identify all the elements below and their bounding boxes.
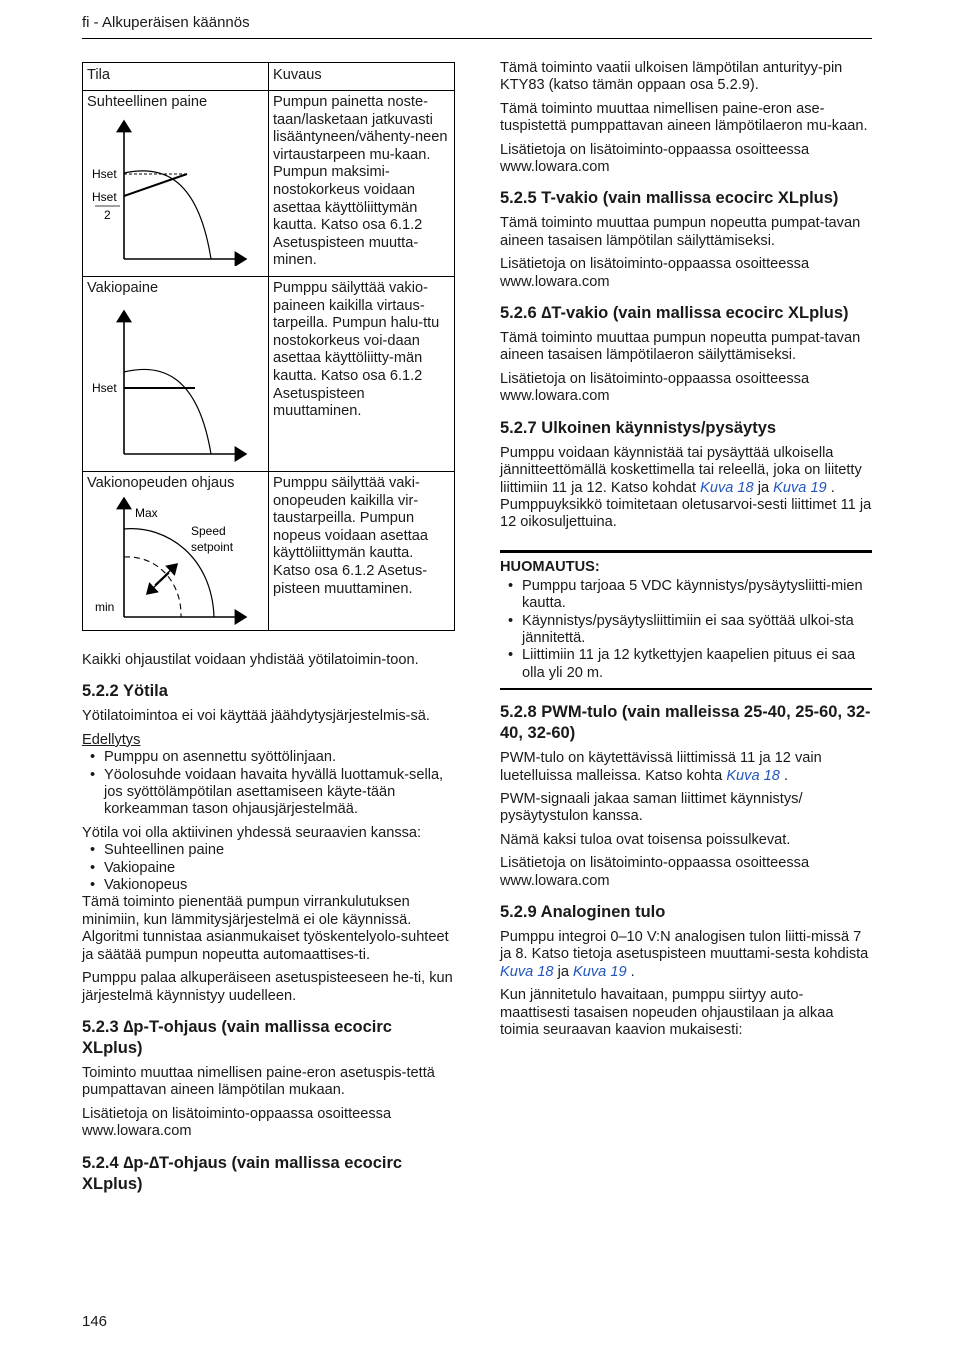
right-column — [500, 60, 872, 1039]
constant-pressure-diagram — [87, 302, 265, 462]
max-label: Max — [135, 505, 158, 520]
paragraph: Tämä toiminto muuttaa pumpun nopeutta pumpat-tavan aineen tasaisen lämpötilan säilyttämiseksi. — [500, 215, 861, 249]
paragraph: Tämä toiminto pienentää pumpun virrankulutuksen minimiin, kun lämmitysjärjestelmä ei ole käynnissä. Algoritmi tunnistaa asianmukaiset työskentelyolo-suhteet ja säätää pumpun nopeutta automaattises-ti. — [82, 894, 449, 963]
pump-curve — [124, 170, 211, 258]
paragraph: PWM-signaali jakaa saman liittimet käynnistys/ pysäytystulon kanssa. — [500, 790, 803, 825]
column-header-tila: Tila — [83, 63, 269, 91]
section-5-2-3-heading: 5.2.3 ∆p-T-ohjaus (vain mallissa ecocirc XLplus) — [82, 1017, 392, 1057]
list-item: • Yöolosuhde voidaan havaita hyvällä luottamuk-sella, jos syöttölämpötilan asettamiseen käyte-tään korkeamman tason ohjausjärjestelmää. — [82, 767, 455, 819]
paragraph — [500, 445, 872, 532]
paragraph: Pumppu palaa alkuperäiseen asetuspisteeseen he-ti, kun järjestelmä käynnistyy uudelleen. — [82, 970, 453, 1004]
note-top-rule — [500, 550, 872, 553]
paragraph: Tämä toiminto muuttaa nimellisen paine-eron ase-tuspistettä pumppattavan aineen lämpötilaeron mu-kaan. — [500, 100, 868, 135]
proportional-pressure-diagram — [87, 116, 265, 266]
figure-link-kuva-18[interactable]: Kuva 18 — [700, 479, 754, 496]
note-box — [500, 550, 872, 690]
table-header-row — [83, 63, 455, 91]
page-number: 146 — [82, 1313, 108, 1330]
hset-label: Hset — [92, 166, 117, 181]
control-modes-table — [82, 62, 455, 631]
hset-label: Hset — [92, 380, 117, 395]
note-bottom-rule — [500, 688, 872, 690]
section-5-2-9-heading: 5.2.9 Analoginen tulo — [500, 903, 666, 921]
figure-link-kuva-18[interactable]: Kuva 18 — [500, 963, 554, 980]
header-rule — [82, 38, 872, 39]
list-item: • Suhteellinen paine — [82, 842, 455, 859]
paragraph: Lisätietoja on lisätoiminto-oppaassa osoitteessa www.lowara.com — [500, 370, 810, 405]
setpoint-curve — [124, 556, 181, 616]
section-5-2-5-heading: 5.2.5 T-vakio (vain mallissa ecocirc XLplus) — [500, 189, 839, 208]
text-run: PWM-tulo on käytettävissä liittimissä 11 ja 12 vain luetelluissa malleissa. Katso kohta — [500, 750, 822, 784]
speed-up-arrow — [155, 567, 174, 585]
mode-name: Vakionopeuden ohjaus — [87, 475, 235, 491]
paragraph: Tämä toiminto muuttaa pumpun nopeutta pumpat-tavan aineen tasaisen lämpötilaeron säilyttämiseksi. — [500, 330, 861, 364]
hset-half-label: Hset — [92, 189, 117, 204]
mode-cell — [83, 277, 269, 472]
left-column — [82, 652, 455, 1195]
table-row — [83, 472, 455, 631]
note-list — [500, 578, 872, 682]
constant-speed-diagram — [87, 497, 265, 627]
list-item: • Vakiopaine — [82, 860, 455, 877]
figure-link-kuva-18[interactable]: Kuva 18 — [726, 767, 780, 784]
text-run: Pumppu voidaan käynnistää tai pysäyttää ulkoisella jännitteettömällä koskettimella tai releellä, joka on liitetty liittimiin 11 ja 12. Katso kohdat — [500, 444, 862, 496]
column-header-kuvaus: Kuvaus — [269, 63, 455, 91]
list-item: • Pumppu tarjoaa 5 VDC käynnistys/pysäytysliitti-mien kautta. — [500, 578, 872, 613]
text-run: ja — [753, 479, 774, 496]
setpoint-label: setpoint — [191, 539, 234, 554]
paragraph: Lisätietoja on lisätoiminto-oppaassa osoitteessa www.lowara.com — [500, 855, 810, 889]
list-item: • Pumppu on asennettu syöttölinjaan. — [82, 749, 455, 766]
table-row — [83, 91, 455, 277]
paragraph: Yötilatoimintoa ei voi käyttää jäähdytysjärjestelmis-sä. — [82, 708, 430, 725]
mode-name: Suhteellinen paine — [87, 94, 208, 110]
mode-list — [82, 842, 455, 894]
paragraph: Lisätietoja on lisätoiminto-oppaassa osoitteessa www.lowara.com — [500, 141, 810, 176]
mode-description: Pumppu säilyttää vaki-onopeuden kaikilla vir-taustarpeilla. Pumpun nopeus voidaan asettaa käyttöliittymän kautta. Katso osa 6.1.2 Asetus-pisteen muuttaminen. — [269, 472, 455, 631]
table-row — [83, 277, 455, 472]
section-5-2-6-heading: 5.2.6 ∆T-vakio (vain mallissa ecocirc XLplus) — [500, 304, 849, 323]
paragraph — [500, 750, 872, 785]
hset-half-denominator: 2 — [104, 207, 111, 222]
mode-description: Pumppu säilyttää vakio-paineen kaikilla virtaus-tarpeilla. Pumpun halu-ttu nostokorkeus voi-daan asettaa käyttöliitty-män kautta. Katso osa 6.1.2 Asetuspisteen muuttaminen. — [269, 277, 455, 472]
paragraph: Nämä kaksi tuloa ovat toisensa poissulkevat. — [500, 831, 791, 848]
mode-cell — [83, 91, 269, 277]
section-5-2-2-heading: 5.2.2 Yötila — [82, 682, 168, 701]
mode-cell — [83, 472, 269, 631]
list-item: • Käynnistys/pysäytysliittimiin ei saa syöttää ulkoi-sta jännitettä. — [500, 613, 872, 648]
text-run: ja — [553, 963, 574, 980]
paragraph: Tämä toiminto vaatii ulkoisen lämpötilan anturityy-pin KTY83 (katso tämän oppaan osa 5.2.9). — [500, 60, 843, 94]
intro-paragraph: Kaikki ohjaustilat voidaan yhdistää yötilatoimin-toon. — [82, 652, 419, 668]
text-run: Pumppu integroi 0–10 V:N analogisen tulon liitti-missä 7 ja 8. Katso tietoja asetuspisteen muuttami-sesta kohdista — [500, 929, 869, 963]
mode-description: Pumpun painetta noste-taan/lasketaan jatkuvasti lisääntyneen/vähenty-neen virtaustarpeen mu-kaan. Pumpun maksimi-nostokorkeus voidaan asettaa käyttöliittymän kautta. Katso osa 6.1.2 Asetuspisteen muutta-minen. — [269, 91, 455, 277]
list-item: • Vakionopeus — [82, 877, 455, 894]
paragraph: Yötila voi olla aktiivinen yhdessä seuraavien kanssa: — [82, 824, 422, 841]
figure-link-kuva-19[interactable]: Kuva 19 — [773, 479, 827, 496]
figure-link-kuva-19[interactable]: Kuva 19 — [573, 963, 627, 980]
edellytys-label: Edellytys — [82, 731, 141, 748]
paragraph: Kun jännitetulo havaitaan, pumppu siirtyy auto-maattisesti tasaisen nopeuden ohjaustilaan ja alkaa toimia seuraavan kaavion mukaisesti: — [500, 987, 834, 1039]
list-item: • Liittimiin 11 ja 12 kytkettyjen kaapelien pituus ei saa olla yli 20 m. — [500, 647, 872, 682]
text-run: . Pumppuyksikkö toimitetaan oletusarvoi-sesti liittimet 11 ja 12 oikosuljettuina. — [500, 479, 872, 531]
paragraph: Lisätietoja on lisätoiminto-oppaassa osoitteessa www.lowara.com — [500, 256, 810, 290]
paragraph: Toiminto muuttaa nimellisen paine-eron asetuspis-tettä pumpattavan aineen lämpötilan mukaan. — [82, 1064, 435, 1099]
setpoint-line — [124, 174, 187, 196]
section-5-2-8-heading: 5.2.8 PWM-tulo (vain malleissa 25-40, 25-60, 32-40, 32-60) — [500, 703, 871, 743]
prerequisite-list — [82, 749, 455, 819]
running-header: fi - Alkuperäisen käännös — [82, 14, 250, 31]
min-label: min — [95, 599, 115, 614]
mode-name: Vakiopaine — [87, 280, 159, 296]
paragraph: Lisätietoja on lisätoiminto-oppaassa osoitteessa www.lowara.com — [82, 1105, 392, 1140]
paragraph — [500, 929, 872, 981]
text-run: . — [779, 767, 788, 784]
note-title: HUOMAUTUS: — [500, 558, 600, 575]
speed-down-arrow — [150, 573, 169, 591]
speed-label: Speed — [191, 523, 226, 538]
section-5-2-4-heading: 5.2.4 ∆p-∆T-ohjaus (vain mallissa ecocirc XLplus) — [82, 1153, 403, 1193]
pump-curve — [124, 369, 211, 454]
section-5-2-7-heading: 5.2.7 Ulkoinen käynnistys/pysäytys — [500, 418, 777, 437]
text-run: . — [626, 963, 635, 980]
